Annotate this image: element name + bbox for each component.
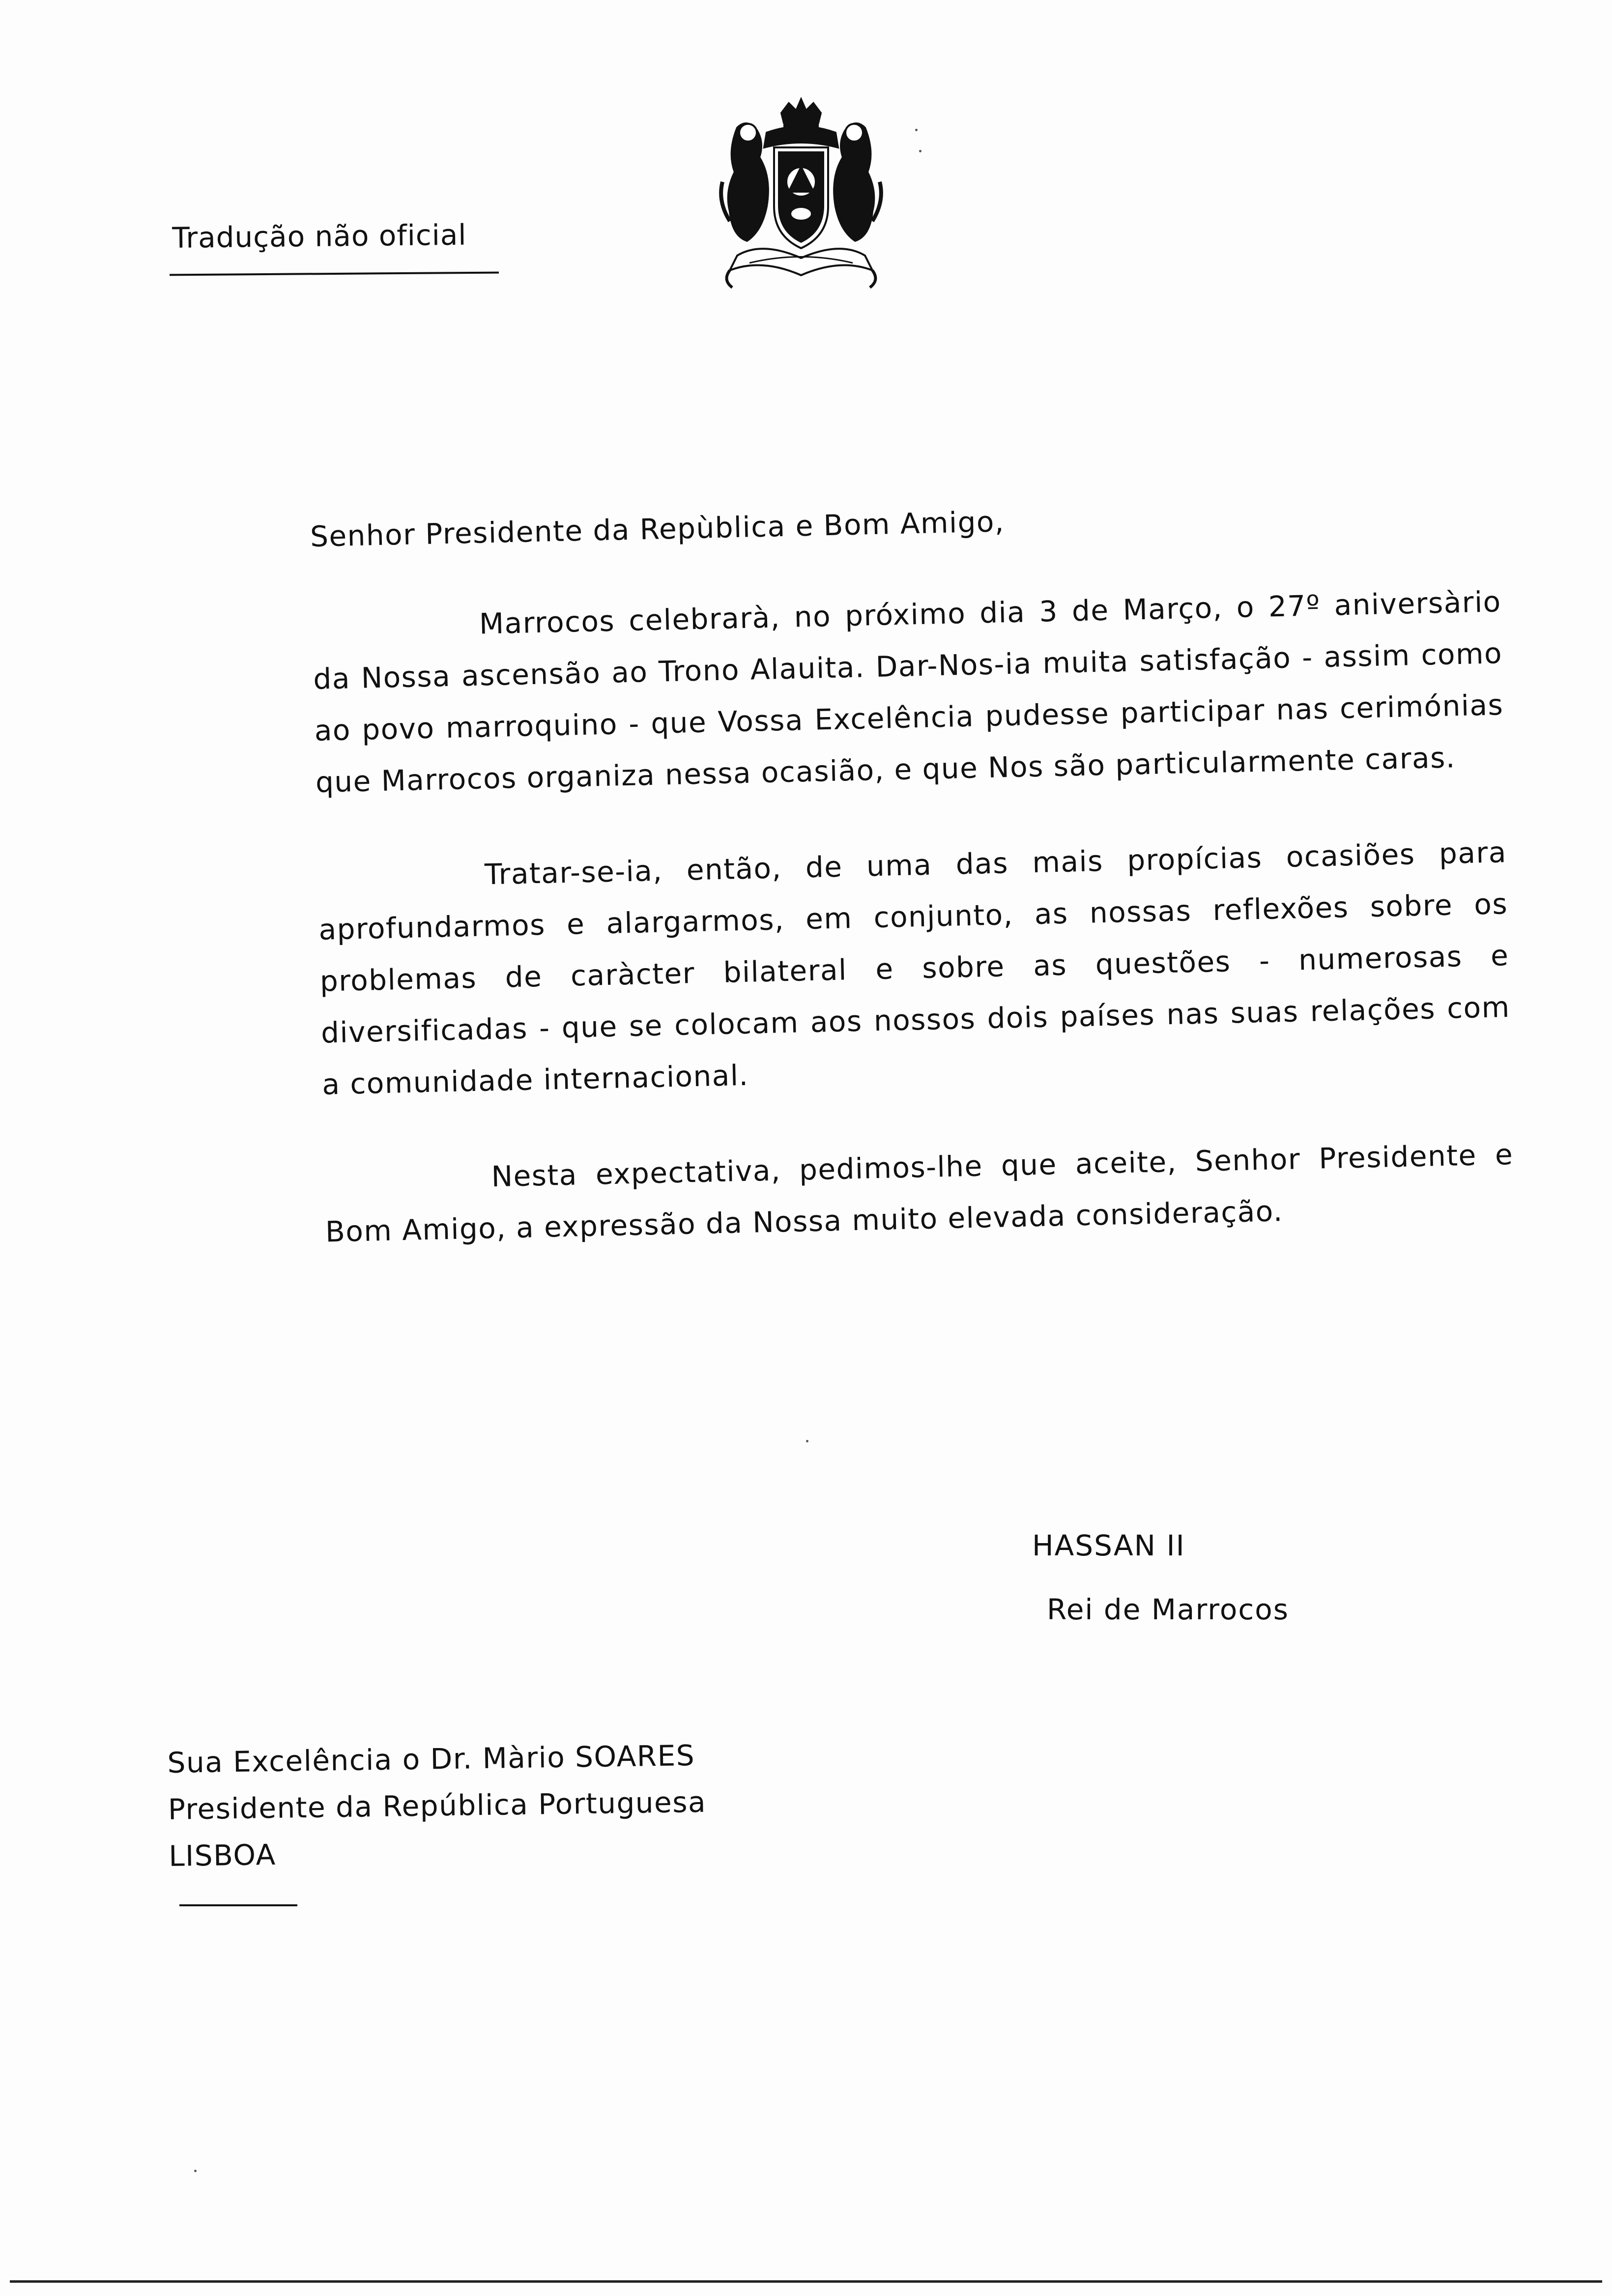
- header-underline: [170, 272, 499, 276]
- recipient-line-3: LISBOA: [168, 1837, 277, 1873]
- paragraph-3-text: Nesta expectativa, pedimos-lhe que aceite, Senhor Presidente e Bom Amigo, a expressão da Nossa muito elevada consideração.: [325, 1137, 1514, 1249]
- paper-speck: [194, 2170, 197, 2172]
- recipient-line-2: Presidente da República Portuguesa: [168, 1785, 707, 1826]
- paper-speck: [806, 1440, 808, 1442]
- royal-coat-of-arms-icon: [703, 93, 899, 305]
- letter-body: [310, 485, 1516, 1302]
- signatory-name: HASSAN II: [1032, 1529, 1185, 1562]
- paragraph-indent: [324, 1186, 491, 1190]
- paragraph-1-text: Marrocos celebrarà, no próximo dia 3 de Março, o 27º aniversàrio da Nossa ascensão ao Trono Alauita. Dar-Nos-ia muita satisfação - assim como ao povo marroquino - que Vossa Excelência pudesse participar nas cerimónias que Marrocos organiza nessa ocasião, e que Nos são particularmente caras.: [313, 585, 1504, 799]
- paragraph-2-text: Tratar-se-ia, então, de uma das mais propícias ocasiões para aprofundarmos e alargarmos, em conjunto, as nossas reflexões sobre os problemas de caràcter bilateral e sobre as questões - numerosas e diversificadas - que se colocam aos nossos dois países nas suas relações com a comunidade internacional.: [318, 835, 1511, 1101]
- paper-speck: [915, 129, 918, 131]
- recipient-address: [167, 1732, 707, 1880]
- paragraph-indent: [318, 884, 485, 888]
- signature-block: [1032, 1514, 1289, 1641]
- paragraph-indent: [313, 634, 480, 637]
- signatory-title: Rei de Marrocos: [1047, 1593, 1289, 1626]
- address-underline: [179, 1904, 297, 1906]
- paragraph-3: [324, 1129, 1515, 1258]
- paragraph-1: [312, 576, 1505, 808]
- paper-speck: [919, 150, 921, 152]
- recipient-line-1: Sua Excelência o Dr. Màrio SOARES: [167, 1739, 695, 1779]
- unofficial-translation-label: Tradução não oficial: [172, 218, 467, 255]
- salutation: Senhor Presidente da Repùblica e Bom Amigo,: [310, 505, 1005, 553]
- page-bottom-edge: [10, 2280, 1602, 2283]
- paragraph-2: [317, 827, 1512, 1111]
